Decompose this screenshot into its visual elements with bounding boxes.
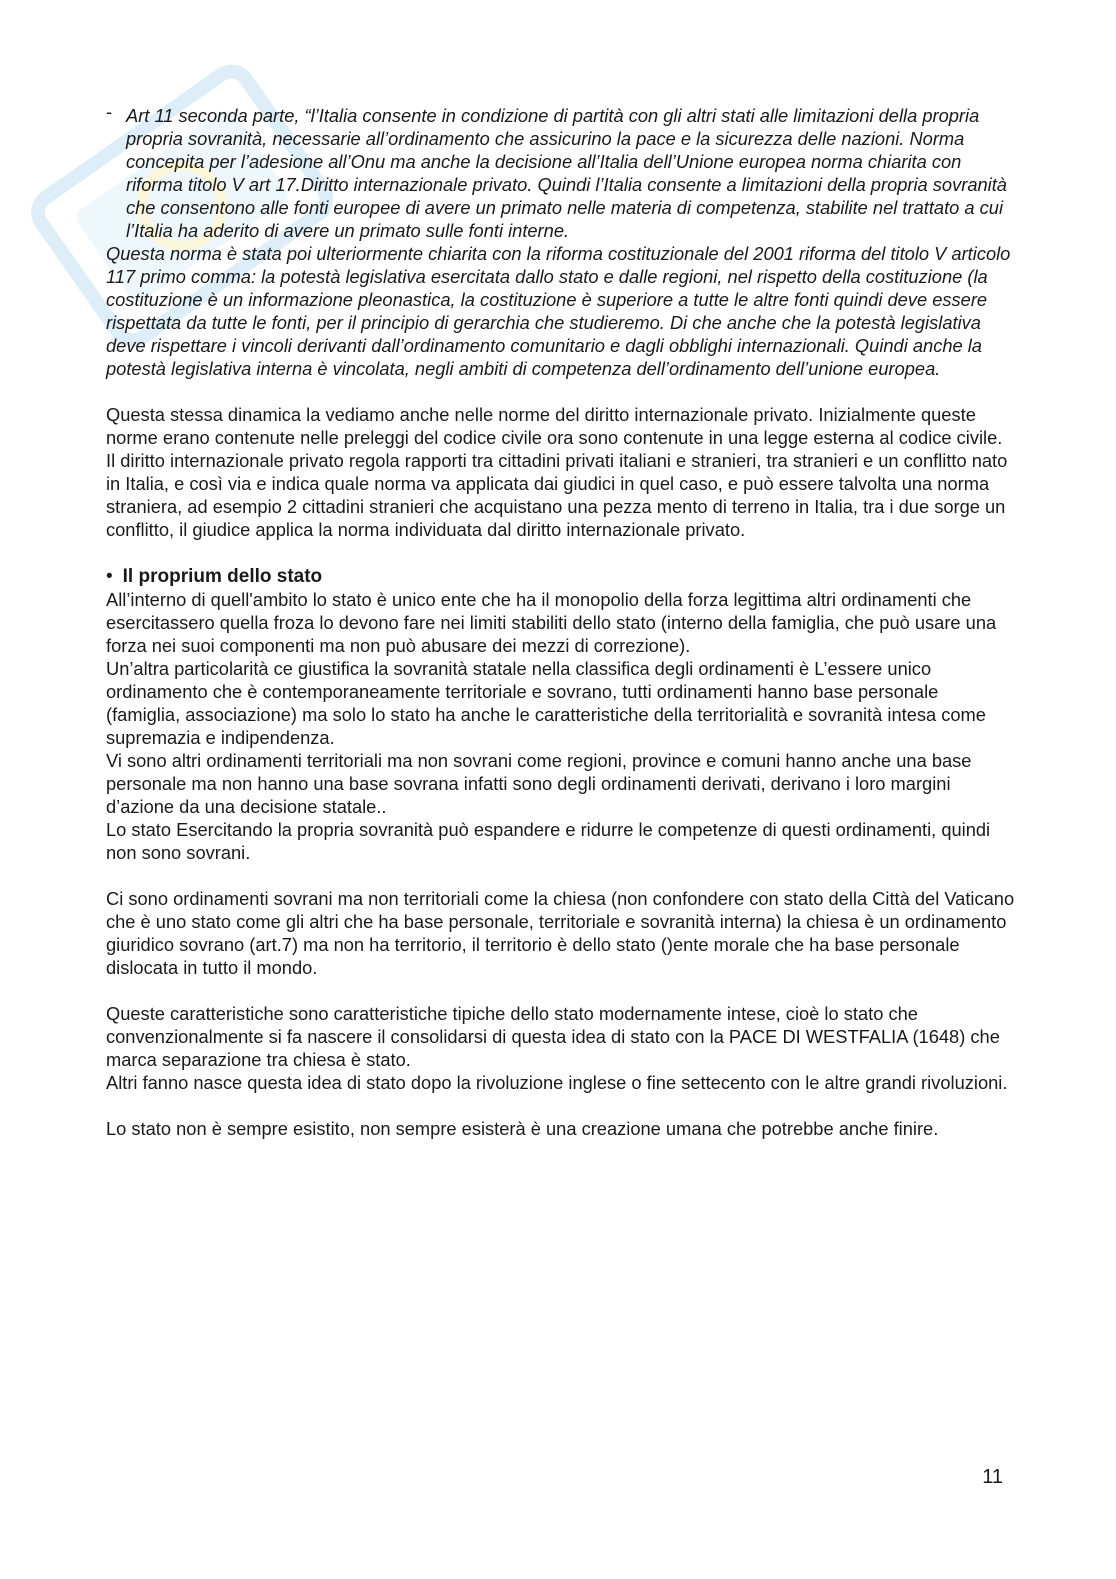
paragraph: Un’altra particolarità ce giustifica la sovranità statale nella classifica degli ordinamenti è L’essere unico ordinamento che è contemporaneamente territoriale e sovrano, tutti ordinamenti hanno base personale (famiglia, associazione) ma solo lo stato ha anche le caratteristiche della territorialità e sovranità intesa come supremazia e indipendenza. xyxy=(106,658,986,748)
paragraph-diritto-privato: Questa stessa dinamica la vediamo anche nelle norme del diritto internazionale privato. Inizialmente queste norme erano contenute nelle preleggi del codice civile ora sono contenute in una legge esterna al codice civile. Il diritto internazionale privato regola rapporti tra cittadini privati italiani e stranieri, tra stranieri e un conflitto nato in Italia, e così via e indica quale norma va applicata dai giudici in quel caso, e può essere talvolta una norma straniera, ad esempio 2 cittadini stranieri che acquistano una pezza mento di terreno in Italia, tra i due sorge un conflitto, il giudice applica la norma individuata dal diritto internazionale privato. xyxy=(106,404,1008,540)
italic-paragraph: Questa norma è stata poi ulteriormente chiarita con la riforma costituzionale del 2001 riforma del titolo V articolo 117 primo comma: la potestà legislativa esercitata dallo stato e dalle regioni, nel rispetto della costituzione (la costituzione è un informazione pleonastica, la costituzione è superiore a tutte le altre fonti quindi deve essere rispettata da tutte le fonti, per il principio di gerarchia che studieremo. Di che anche che la potestà legislativa deve rispettare i vincoli derivanti dall’ordinamento comunitario e dagli obblighi internazionali. Quindi anche la potestà legislativa interna è vincolata, negli ambiti di competenza dell’ordinamento dell’unione europea. xyxy=(106,243,1011,379)
paragraph: All’interno di quell'ambito lo stato è unico ente che ha il monopolio della forza legittima altri ordinamenti che esercitassero quella froza lo devono fare nei limiti stabiliti dello stato (interno della famiglia, che può usare una forza nei suoi componenti ma non può abusare dei mezzi di correzione). xyxy=(106,589,997,656)
document-page xyxy=(106,101,1016,1140)
page-number: 11 xyxy=(982,1466,1003,1488)
paragraph-chiesa: Ci sono ordinamenti sovrani ma non territoriali come la chiesa (non confondere con stato della Città del Vaticano che è uno stato come gli altri che ha base personale, territoriale e sovranità interna) la chiesa è un ordinamento giuridico sovrano (art.7) ma non ha territorio, il territorio è dello stato ()ente morale che ha base personale dislocata in tutto il mondo. xyxy=(106,888,1015,978)
paragraph-final: Lo stato non è sempre esistito, non sempre esisterà è una creazione umana che potrebbe anche finire. xyxy=(106,1118,939,1139)
bullet-marker: • xyxy=(106,566,113,587)
paragraph: Altri fanno nasce questa idea di stato dopo la rivoluzione inglese o fine settecento con le altre grandi rivoluzioni. xyxy=(106,1072,1008,1093)
list-item xyxy=(106,101,1016,242)
paragraph: Lo stato Esercitando la propria sovranità può espandere e ridurre le competenze di questi ordinamenti, quindi non sono sovrani. xyxy=(106,819,991,863)
paragraph: Queste caratteristiche sono caratteristiche tipiche dello stato modernamente intese, cioè lo stato che convenzionalmente si fa nascere il consolidarsi di questa idea di stato con la PACE DI WESTFALIA (1648) che marca separazione tra chiesa è stato. xyxy=(106,1003,1000,1070)
section-heading xyxy=(106,565,1016,588)
list-item-text: Art 11 seconda parte, “l’Italia consente in condizione di partità con gli altri stati alle limitazioni della propria propria sovranità, necessarie all’ordinamento che assicurino la pace e la sicurezza delle nazioni. Norma concepita per l’adesione all’Onu ma anche la decisione all’Italia dell’Unione europea norma chiarita con riforma titolo V art 17.Diritto internazionale privato. Quindi l’Italia consente a limitazioni della propria sovranità che consentono alle fonti europee di avere un primato nelle materia di competenza, stabilite nel trattato a cui l’Italia ha aderito di avere un primato sulle fonti interne. xyxy=(126,105,1007,241)
paragraph: Vi sono altri ordinamenti territoriali ma non sovrani come regioni, province e comuni hanno anche una base personale ma non hanno una base sovrana infatti sono degli ordinamenti derivati, derivano i loro margini d’azione da una decisione statale.. xyxy=(106,750,972,817)
section-title: Il proprium dello stato xyxy=(122,566,323,587)
dash-marker: - xyxy=(106,101,113,122)
